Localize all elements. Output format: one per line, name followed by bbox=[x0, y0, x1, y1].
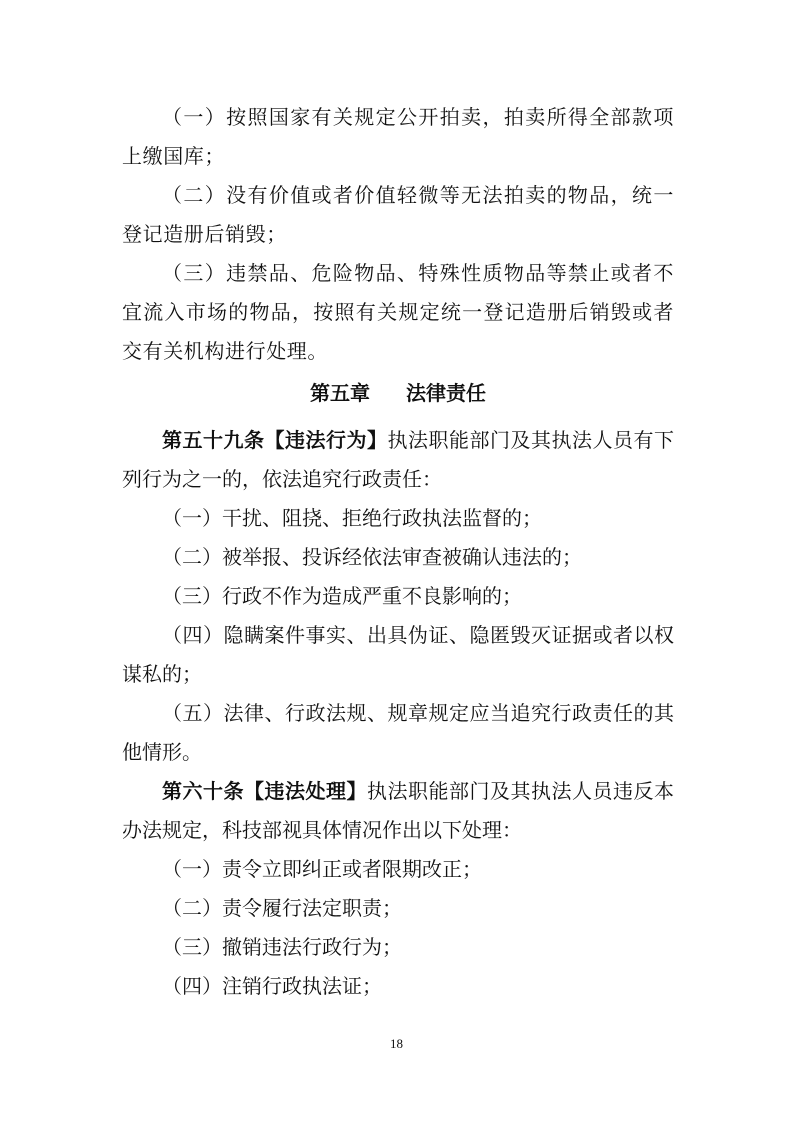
list-item: （二）责令履行法定职责； bbox=[162, 896, 402, 920]
list-item: （五）法律、行政法规、规章规定应当追究行政责任的其他情形。 bbox=[122, 701, 674, 764]
article-heading: 第五十九条【违法行为】 bbox=[162, 428, 388, 452]
list-item: （三）行政不作为造成严重不良影响的； bbox=[162, 584, 522, 608]
list-item: （四）注销行政执法证； bbox=[162, 974, 382, 998]
article-text: 执法职能部门及其执法人员有下列行为之一的，依法追究行政责任： bbox=[122, 428, 674, 491]
chapter-title: 法律责任 bbox=[406, 381, 486, 405]
list-item: （一）按照国家有关规定公开拍卖，拍卖所得全部款项上缴国库； bbox=[122, 105, 674, 168]
list-item: （一）责令立即纠正或者限期改正； bbox=[162, 857, 482, 881]
chapter-number: 第五章 bbox=[310, 381, 370, 405]
list-item: （二）没有价值或者价值轻微等无法拍卖的物品，统一登记造册后销毁； bbox=[122, 183, 674, 246]
list-item: （三）违禁品、危险物品、特殊性质物品等禁止或者不宜流入市场的物品，按照有关规定统一登记造册后销毁或者交有关机构进行处理。 bbox=[122, 261, 674, 363]
article-text: 执法职能部门及其执法人员违反本办法规定，科技部视具体情况作出以下处理： bbox=[122, 779, 674, 842]
list-item: （二）被举报、投诉经依法审查被确认违法的； bbox=[162, 545, 582, 569]
article-59 bbox=[122, 421, 674, 499]
chapter-heading bbox=[122, 371, 674, 421]
article-heading: 第六十条【违法处理】 bbox=[162, 779, 367, 803]
list-item: （四）隐瞒案件事实、出具伪证、隐匿毁灭证据或者以权谋私的； bbox=[122, 623, 674, 686]
article-60 bbox=[122, 772, 674, 850]
page-body bbox=[122, 98, 674, 1006]
page-number: 18 bbox=[390, 1036, 403, 1051]
list-item: （三）撤销违法行政行为； bbox=[162, 935, 402, 959]
list-item: （一）干扰、阻挠、拒绝行政执法监督的； bbox=[162, 506, 542, 530]
